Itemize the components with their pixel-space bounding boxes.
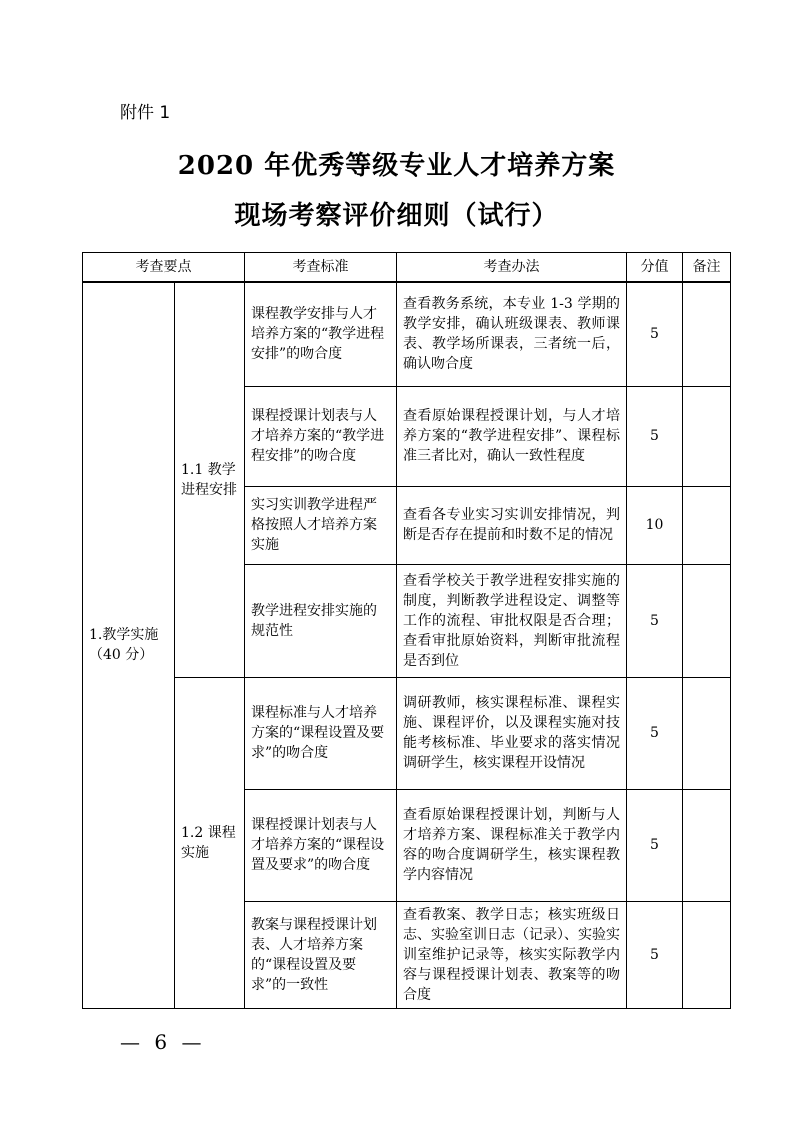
standard-cell: 教案与课程授课计划表、人才培养方案的“课程设置及要求”的一致性 <box>245 901 397 1008</box>
table-row <box>83 677 731 789</box>
method-cell: 查看各专业实习实训安排情况，判断是否存在提前和时数不足的情况 <box>397 486 627 564</box>
remark-cell <box>683 789 731 901</box>
method-cell: 查看教案、教学日志；核实班级日志、实验室训日志（记录）、实验实训室维护记录等，核实实际教学内容与课程授课计划表、教案等的吻合度 <box>397 901 627 1008</box>
score-cell: 5 <box>627 564 683 677</box>
method-cell: 查看教务系统，本专业 1-3 学期的教学安排，确认班级课表、教师课表、教学场所课表，三者统一后，确认吻合度 <box>397 282 627 386</box>
subcategory-cell: 1.1 教学进程安排 <box>175 282 245 677</box>
method-cell: 调研教师，核实课程标准、课程实施、课程评价，以及课程实施对技能考核标准、毕业要求的落实情况调研学生，核实课程开设情况 <box>397 677 627 789</box>
header-remark: 备注 <box>683 253 731 283</box>
standard-cell: 课程授课计划表与人才培养方案的“课程设置及要求”的吻合度 <box>245 789 397 901</box>
remark-cell <box>683 901 731 1008</box>
category-cell: 1.教学实施（40 分） <box>83 282 175 1008</box>
header-standard: 考查标准 <box>245 253 397 283</box>
attachment-label: 附件 1 <box>120 103 171 123</box>
standard-cell: 课程授课计划表与人才培养方案的“教学进程安排”的吻合度 <box>245 386 397 486</box>
header-points: 考查要点 <box>83 253 245 283</box>
remark-cell <box>683 564 731 677</box>
method-cell: 查看学校关于教学进程安排实施的制度，判断教学进程设定、调整等工作的流程、审批权限是否合理；查看审批原始资料，判断审批流程是否到位 <box>397 564 627 677</box>
remark-cell <box>683 486 731 564</box>
document-subtitle: 现场考察评价细则（试行） <box>234 201 559 231</box>
document-title: 2020 年优秀等级专业人才培养方案 <box>177 151 616 181</box>
method-cell: 查看原始课程授课计划，与人才培养方案的“教学进程安排”、课程标准三者比对，确认一致性程度 <box>397 386 627 486</box>
page-number: — 6 — <box>120 1030 206 1054</box>
table-header-row <box>83 253 731 283</box>
header-score: 分值 <box>627 253 683 283</box>
score-cell: 5 <box>627 282 683 386</box>
score-cell: 5 <box>627 789 683 901</box>
subcategory-cell: 1.2 课程实施 <box>175 677 245 1008</box>
score-cell: 5 <box>627 901 683 1008</box>
header-method: 考查办法 <box>397 253 627 283</box>
evaluation-table <box>82 252 731 1009</box>
table-row <box>83 282 731 386</box>
score-cell: 5 <box>627 677 683 789</box>
standard-cell: 课程教学安排与人才培养方案的“教学进程安排”的吻合度 <box>245 282 397 386</box>
remark-cell <box>683 677 731 789</box>
standard-cell: 课程标准与人才培养方案的“课程设置及要求”的吻合度 <box>245 677 397 789</box>
standard-cell: 教学进程安排实施的规范性 <box>245 564 397 677</box>
method-cell: 查看原始课程授课计划，判断与人才培养方案、课程标准关于教学内容的吻合度调研学生，核实课程教学内容情况 <box>397 789 627 901</box>
score-cell: 10 <box>627 486 683 564</box>
standard-cell: 实习实训教学进程严格按照人才培养方案实施 <box>245 486 397 564</box>
score-cell: 5 <box>627 386 683 486</box>
remark-cell <box>683 282 731 386</box>
remark-cell <box>683 386 731 486</box>
